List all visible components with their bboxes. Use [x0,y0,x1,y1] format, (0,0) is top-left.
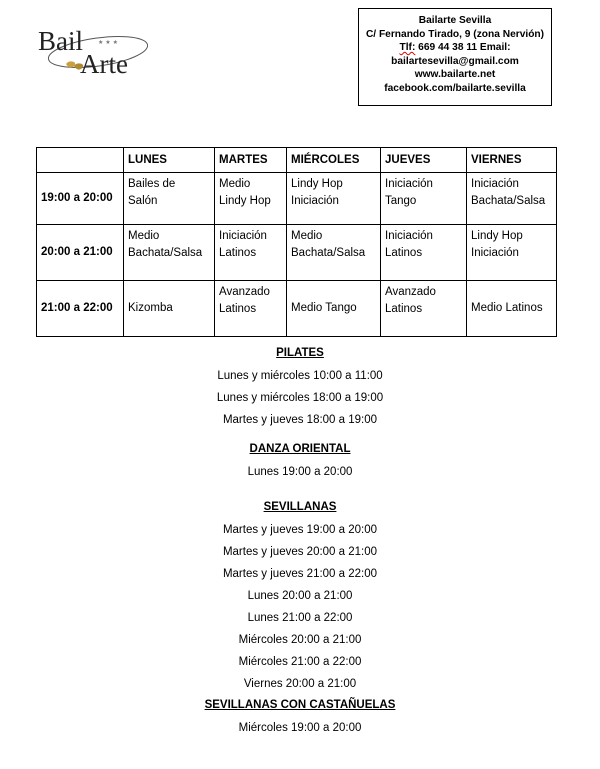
schedule-entry: Lunes 20:00 a 21:00 [247,590,353,602]
schedule-table [36,147,557,337]
schedule-entry: Miércoles 19:00 a 20:00 [238,722,362,734]
header-empty-cell [37,148,124,173]
contact-web[interactable]: www.bailarte.net [414,69,496,81]
schedule-row [37,281,557,337]
class-cell: Iniciación Bachata/Salsa [467,173,557,225]
schedule-row [37,225,557,281]
time-slot: 20:00 a 21:00 [37,225,124,281]
class-cell: Medio Lindy Hop [215,173,287,225]
contact-name: Bailarte Sevilla [418,15,492,26]
class-cell: Lindy Hop Iniciación [287,173,381,225]
schedule-entry: Viernes 20:00 a 21:00 [243,678,357,690]
svg-text:★ ★ ★: ★ ★ ★ [98,39,118,46]
section-sevillanas-castanuelas [0,695,600,739]
section-title: SEVILLANAS [263,501,337,513]
schedule-entry: Martes y jueves 18:00 a 19:00 [222,414,378,426]
header-day: MIÉRCOLES [287,148,381,173]
bailarte-logo [38,22,148,82]
contact-phone-prefix: Tlf: [399,42,416,54]
header-day: LUNES [124,148,215,173]
class-cell: Medio Latinos [467,281,557,337]
section-sevillanas [0,497,600,695]
time-slot: 21:00 a 22:00 [37,281,124,337]
section-title: DANZA ORIENTAL [249,443,351,455]
contact-address: C/ Fernando Tirado, 9 (zona Nervión) [365,28,545,40]
class-cell: Avanzado Latinos [381,281,467,337]
section-danza-oriental [0,439,600,483]
contact-phone-number: 669 44 38 11 Email: [415,42,511,54]
schedule-entry: Miércoles 20:00 a 21:00 [238,634,362,646]
header-day: JUEVES [381,148,467,173]
class-cell: Iniciación Latinos [215,225,287,281]
contact-box [358,8,552,106]
contact-facebook[interactable]: facebook.com/bailarte.sevilla [384,82,526,94]
logo-text-arte: Arte [80,49,128,79]
other-classes [0,343,600,739]
time-slot: 19:00 a 20:00 [37,173,124,225]
schedule-row [37,173,557,225]
schedule-entry: Martes y jueves 21:00 a 22:00 [222,568,378,580]
section-title: PILATES [276,347,324,359]
class-cell: Bailes de Salón [124,173,215,225]
class-cell: Medio Tango [287,281,381,337]
header-day: VIERNES [467,148,557,173]
contact-email[interactable]: bailartesevilla@gmail.com [391,55,519,67]
class-cell: Kizomba [124,281,215,337]
section-title: SEVILLANAS CON CASTAÑUELAS [204,699,396,711]
class-cell: Iniciación Latinos [381,225,467,281]
schedule-header-row [37,148,557,173]
class-cell: Lindy Hop Iniciación [467,225,557,281]
schedule-entry: Lunes 21:00 a 22:00 [247,612,353,624]
schedule-entry: Martes y jueves 19:00 a 20:00 [222,524,378,536]
schedule-entry: Lunes y miércoles 10:00 a 11:00 [217,370,383,382]
class-cell: Medio Bachata/Salsa [287,225,381,281]
schedule-entry: Lunes 19:00 a 20:00 [247,466,353,478]
class-cell: Iniciación Tango [381,173,467,225]
contact-phone [361,41,549,55]
class-cell: Medio Bachata/Salsa [124,225,215,281]
header-day: MARTES [215,148,287,173]
logo-text-bail: Bail [38,26,83,56]
schedule-entry: Martes y jueves 20:00 a 21:00 [222,546,378,558]
class-cell: Avanzado Latinos [215,281,287,337]
schedule-entry: Miércoles 21:00 a 22:00 [238,656,362,668]
schedule-entry: Lunes y miércoles 18:00 a 19:00 [216,392,384,404]
section-pilates [0,343,600,431]
